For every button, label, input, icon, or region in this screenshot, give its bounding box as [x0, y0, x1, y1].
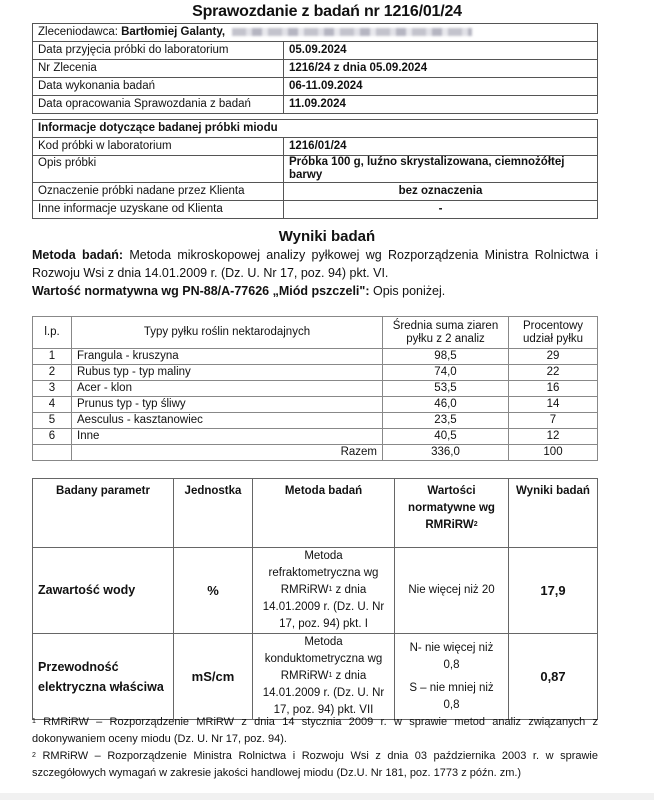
info-label: Data przyjęcia próbki do laboratorium [33, 42, 284, 60]
footnote-ref: 1 [328, 586, 333, 593]
pollen-lp: 6 [33, 429, 72, 445]
sample-heading: Informacje dotyczące badanej próbki miodu [33, 120, 598, 138]
pollen-total-label: Razem [72, 445, 383, 461]
param-method [253, 548, 395, 634]
pollen-total-avg: 336,0 [383, 445, 509, 461]
method-description [32, 246, 598, 300]
pollen-type: Rubus typ - typ maliny [72, 365, 383, 381]
pollen-lp: 1 [33, 349, 72, 365]
footnote-1 [32, 714, 598, 748]
info-value: 06-11.09.2024 [284, 78, 598, 96]
method-label: Metoda badań: [32, 248, 124, 262]
pollen-header-row [33, 317, 598, 349]
param-name: Zawartość wody [33, 548, 174, 634]
redacted-address [232, 28, 472, 36]
sample-label: Oznaczenie próbki nadane przez Klienta [33, 183, 284, 201]
footnotes [32, 714, 598, 782]
client-cell [33, 24, 598, 42]
param-row [33, 548, 598, 634]
report-title: Sprawozdanie z badań nr 1216/01/24 [192, 3, 462, 20]
method-line [32, 246, 598, 282]
pollen-total-row [33, 445, 598, 461]
info-row [33, 96, 598, 114]
pollen-row [33, 429, 598, 445]
sample-value: bez oznaczenia [284, 183, 598, 201]
info-value: 1216/24 z dnia 05.09.2024 [284, 60, 598, 78]
pollen-pct: 22 [509, 365, 598, 381]
pollen-row [33, 349, 598, 365]
pollen-type: Inne [72, 429, 383, 445]
pollen-table [32, 316, 598, 461]
header-unit: Jednostka [174, 479, 253, 548]
sample-row [33, 156, 598, 183]
footnote-number: 2 [32, 752, 36, 759]
info-label: Nr Zlecenia [33, 60, 284, 78]
results-heading: Wyniki badań [278, 228, 376, 245]
sample-heading-row [33, 120, 598, 138]
param-header-row [33, 479, 598, 548]
pollen-total-empty [33, 445, 72, 461]
pollen-lp: 5 [33, 413, 72, 429]
footnote-2 [32, 748, 598, 782]
pollen-row [33, 397, 598, 413]
pollen-pct: 7 [509, 413, 598, 429]
norm-text: Opis poniżej. [369, 284, 446, 298]
pollen-pct: 29 [509, 349, 598, 365]
info-row [33, 60, 598, 78]
norm-line [32, 282, 598, 300]
pollen-row [33, 381, 598, 397]
sample-label: Inne informacje uzyskane od Klienta [33, 201, 284, 219]
pollen-lp: 3 [33, 381, 72, 397]
pollen-lp: 2 [33, 365, 72, 381]
method-text-b: z dnia 14.01.2009 r. (Dz. U. Nr 17, poz. 94) pkt. I [262, 584, 385, 630]
pollen-avg: 46,0 [383, 397, 509, 413]
pollen-lp: 4 [33, 397, 72, 413]
pollen-avg: 40,5 [383, 429, 509, 445]
method-text-a: Metoda refraktometryczna wg RMRiRW [268, 550, 379, 596]
norm-line-s: S – nie mniej niż 0,8 [409, 681, 494, 711]
footnote-ref: 2 [473, 521, 478, 528]
sample-row [33, 201, 598, 219]
client-row [33, 24, 598, 42]
param-unit: % [174, 548, 253, 634]
header-norm [395, 479, 509, 548]
pollen-pct: 12 [509, 429, 598, 445]
header-param: Badany parametr [33, 479, 174, 548]
param-result: 0,87 [509, 634, 598, 720]
page-bottom-edge [0, 793, 654, 800]
method-text-a: Metoda konduktometryczna wg RMRiRW [264, 636, 383, 682]
sample-row [33, 183, 598, 201]
pollen-pct: 14 [509, 397, 598, 413]
param-name: Przewodność elektryczna właściwa [33, 634, 174, 720]
info-row [33, 42, 598, 60]
method-text-b: z dnia 14.01.2009 r. (Dz. U. Nr 17, poz. 94) pkt. VII [262, 670, 385, 716]
param-result: 17,9 [509, 548, 598, 634]
norm-line-n: N- nie więcej niż 0,8 [409, 641, 494, 671]
parameters-table [32, 478, 598, 720]
sample-value: 1216/01/24 [284, 138, 598, 156]
param-row [33, 634, 598, 720]
sample-info-table [32, 119, 598, 219]
header-avg: Średnia suma ziaren pyłku z 2 analiz [383, 317, 509, 349]
header-norm-text: Wartości normatywne wg RMRiRW [408, 485, 495, 531]
footnote-ref: 1 [328, 672, 333, 679]
header-pct: Procentowy udział pyłku [509, 317, 598, 349]
pollen-type: Aesculus - kasztanowiec [72, 413, 383, 429]
method-text: Metoda mikroskopowej analizy pyłkowej wg Rozporządzenia Ministra Rolnictwa i Rozwoju Wsi z dnia 14.01.2009 r. (Dz. U. Nr 17, poz. 94) pkt. VI. [32, 248, 598, 280]
sample-label: Kod próbki w laboratorium [33, 138, 284, 156]
footnote-number: 1 [32, 718, 36, 725]
pollen-type: Acer - klon [72, 381, 383, 397]
pollen-pct: 16 [509, 381, 598, 397]
pollen-row [33, 365, 598, 381]
sample-label: Opis próbki [33, 156, 284, 183]
param-norm: Nie więcej niż 20 [395, 548, 509, 634]
sample-row [33, 138, 598, 156]
pollen-avg: 74,0 [383, 365, 509, 381]
header-lp: l.p. [33, 317, 72, 349]
info-value: 05.09.2024 [284, 42, 598, 60]
pollen-row [33, 413, 598, 429]
sample-value: - [284, 201, 598, 219]
pollen-avg: 23,5 [383, 413, 509, 429]
client-info-table [32, 23, 598, 114]
header-method: Metoda badań [253, 479, 395, 548]
footnote-text: RMRiRW – Rozporządzenie MRiRW z dnia 14 stycznia 2009 r. w sprawie metod analiz związanych z dokonywaniem oceny miodu (Dz. U. Nr 17, poz. 94). [32, 716, 598, 745]
header-type: Typy pyłku roślin nektarodajnych [72, 317, 383, 349]
info-value: 11.09.2024 [284, 96, 598, 114]
param-method [253, 634, 395, 720]
client-name: Bartłomiej Galanty, [121, 26, 226, 38]
info-label: Data opracowania Sprawozdania z badań [33, 96, 284, 114]
pollen-type: Prunus typ - typ śliwy [72, 397, 383, 413]
info-label: Data wykonania badań [33, 78, 284, 96]
footnote-text: RMRiRW – Rozporządzenie Ministra Rolnictwa i Rozwoju Wsi z dnia 03 października 2003 r. w sprawie szczegółowych wymagań w zakresie jakości handlowej miodu (Dz.U. Nr 181, poz. 1773 z późn. zm.) [32, 750, 598, 779]
header-result: Wyniki badań [509, 479, 598, 548]
pollen-type: Frangula - kruszyna [72, 349, 383, 365]
pollen-avg: 53,5 [383, 381, 509, 397]
pollen-avg: 98,5 [383, 349, 509, 365]
client-label: Zleceniodawca: [38, 26, 118, 38]
info-row [33, 78, 598, 96]
param-norm [395, 634, 509, 720]
sample-value: Próbka 100 g, luźno skrystalizowana, ciemnożółtej barwy [284, 156, 598, 183]
norm-label: Wartość normatywna wg PN-88/A-77626 „Miód pszczeli": [32, 284, 370, 298]
param-unit: mS/cm [174, 634, 253, 720]
pollen-total-pct: 100 [509, 445, 598, 461]
